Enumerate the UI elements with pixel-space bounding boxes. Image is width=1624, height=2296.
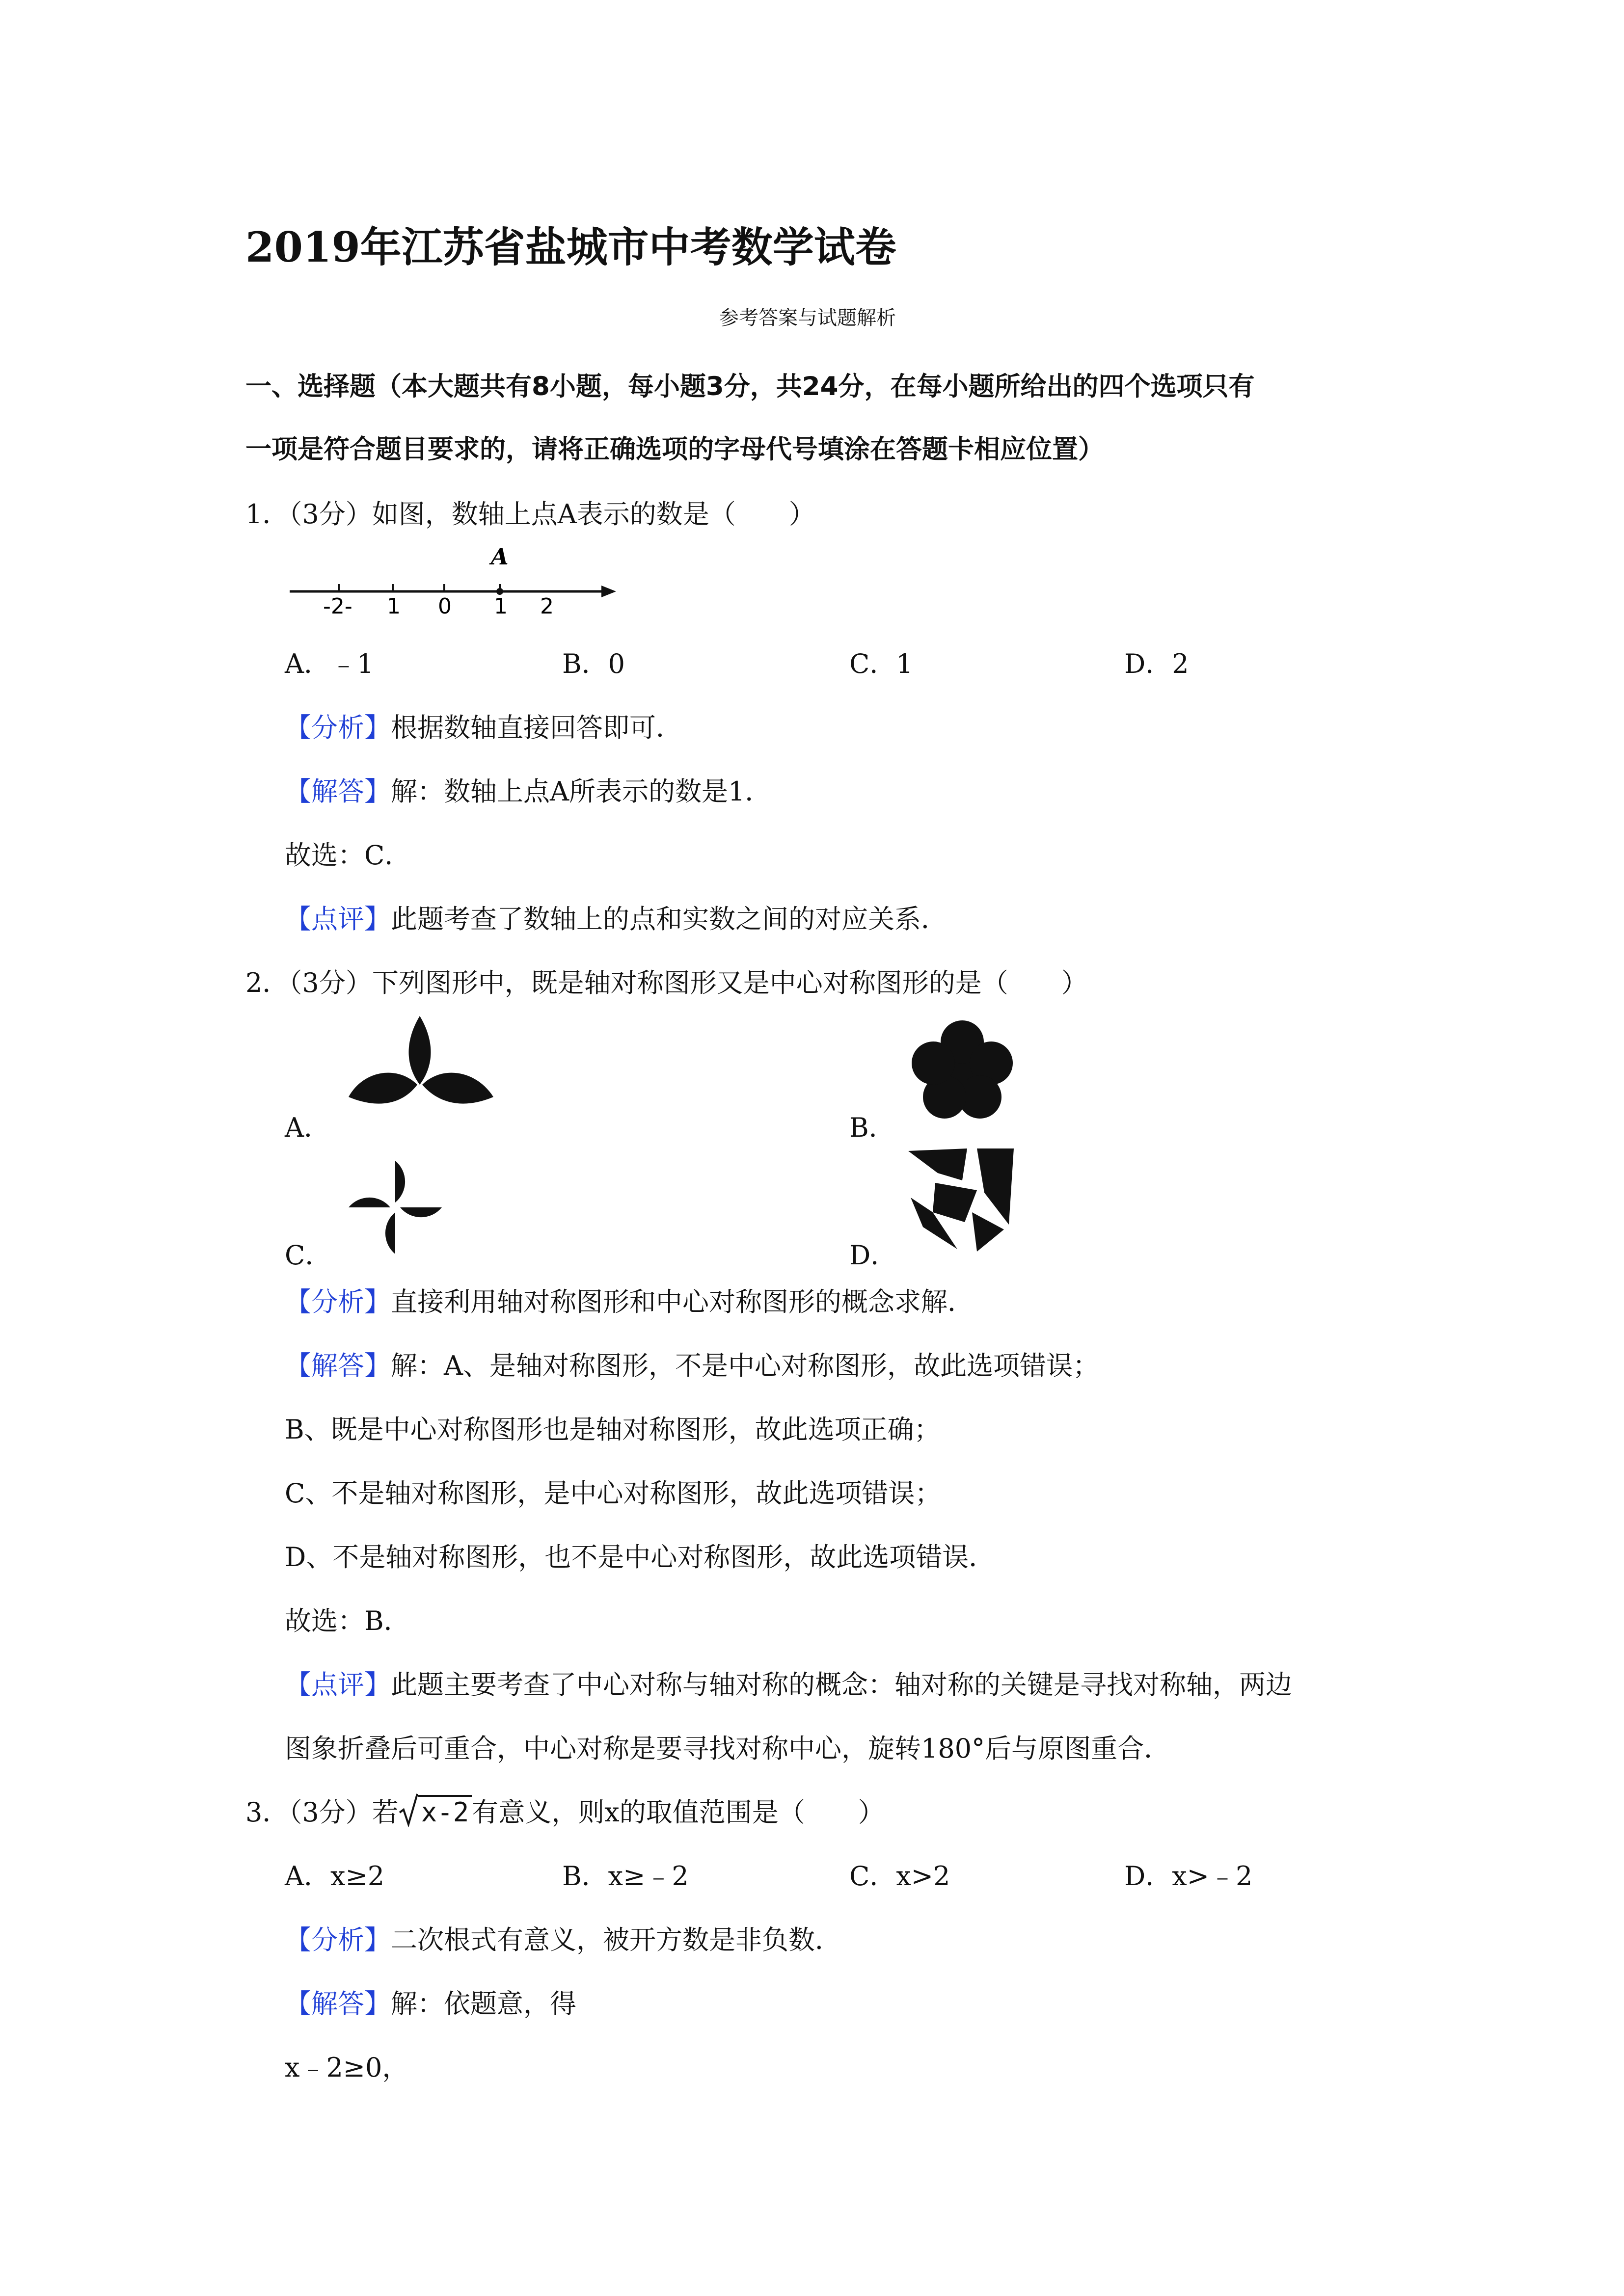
q3-option-d: D．x>﹣2 [1124,1861,1253,1892]
q1-option-a: A．﹣1 [285,648,374,679]
q2-choice: 故选：B． [285,1605,410,1636]
analysis-tag: 【分析】 [285,712,391,743]
q3-stem: 3．（3分）若 x-2 有意义，则x的取值范围是（ ） [245,1791,885,1829]
section-heading-line2: 一项是符合题目要求的，请将正确选项的字母代号填涂在答题卡相应位置） [245,434,1104,464]
sqrt-sign-icon [399,1793,418,1827]
page-title: 2019年江苏省盐城市中考数学试卷 [245,223,896,271]
q2-solution: 【解答】解：A、是轴对称图形，不是中心对称图形，故此选项错误； [285,1350,1099,1381]
solution-tag: 【解答】 [285,1988,391,2019]
tick-label: -2- [323,594,352,618]
q1-stem: 1．（3分）如图，数轴上点A表示的数是（ ） [245,499,815,530]
q2-solution-c: C、不是轴对称图形，是中心对称图形，故此选项错误； [285,1478,942,1509]
q2-stem: 2．（3分）下列图形中，既是轴对称图形又是中心对称图形的是（ ） [245,967,1088,998]
analysis-tag: 【分析】 [285,1924,391,1955]
pinwheel-shape-icon [339,1151,452,1264]
number-line-figure [290,545,633,618]
tangram-shape-icon [903,1139,1021,1256]
q2-comment: 【点评】此题主要考查了中心对称与轴对称的概念：轴对称的关键是寻找对称轴，两边 [285,1669,1292,1700]
q3-radicand: x-2 [418,1795,472,1828]
q2-solution-b: B、既是中心对称图形也是轴对称图形，故此选项正确； [285,1414,941,1445]
tick-label: 2 [540,594,554,618]
q2-option-a-label: A． [285,1112,330,1143]
section-heading-line1: 一、选择题（本大题共有8小题，每小题3分，共24分，在每小题所给出的四个选项只有 [245,372,1255,401]
tick-label: 1 [494,594,508,618]
point-a-label: A [491,545,509,570]
tick-label: 0 [438,594,452,618]
q2-analysis: 【分析】直接利用轴对称图形和中心对称图形的概念求解． [285,1286,974,1317]
q2-solution-d: D、不是轴对称图形，也不是中心对称图形，故此选项错误． [285,1542,996,1573]
q3-option-a: A．x≥2 [285,1861,385,1892]
three-leaf-shape-icon [344,1011,501,1119]
q1-option-d: D．2 [1124,648,1189,679]
q2-option-d-label: D． [849,1240,897,1271]
q3-option-b: B．x≥﹣2 [562,1861,689,1892]
flower-shape-icon [908,1018,1016,1126]
q1-choice: 故选：C． [285,840,411,871]
comment-tag: 【点评】 [285,904,391,934]
q3-step: x﹣2≥0， [285,2052,409,2083]
q1-comment: 【点评】此题考查了数轴上的点和实数之间的对应关系． [285,904,947,934]
q3-option-c: C．x>2 [849,1861,950,1892]
q3-analysis: 【分析】二次根式有意义，被开方数是非负数． [285,1924,841,1955]
q1-analysis: 【分析】根据数轴直接回答即可． [285,712,682,743]
analysis-tag: 【分析】 [285,1286,391,1317]
solution-tag: 【解答】 [285,1350,391,1381]
comment-tag: 【点评】 [285,1669,391,1700]
q1-option-b: B．0 [562,648,625,679]
q1-option-c: C．1 [849,648,913,679]
q3-solution: 【解答】解：依题意，得 [285,1988,576,2019]
solution-tag: 【解答】 [285,776,391,807]
q1-solution: 【解答】解：数轴上点A所表示的数是1． [285,776,772,807]
q2-option-b-label: B． [849,1112,895,1143]
q2-option-c-label: C． [285,1240,332,1271]
tick-label: 1 [387,594,401,618]
page-subtitle: 参考答案与试题解析 [719,307,896,329]
arrow-head-icon [601,586,616,597]
q2-comment-cont: 图象折叠后可重合，中心对称是要寻找对称中心，旋转180°后与原图重合． [285,1733,1171,1764]
